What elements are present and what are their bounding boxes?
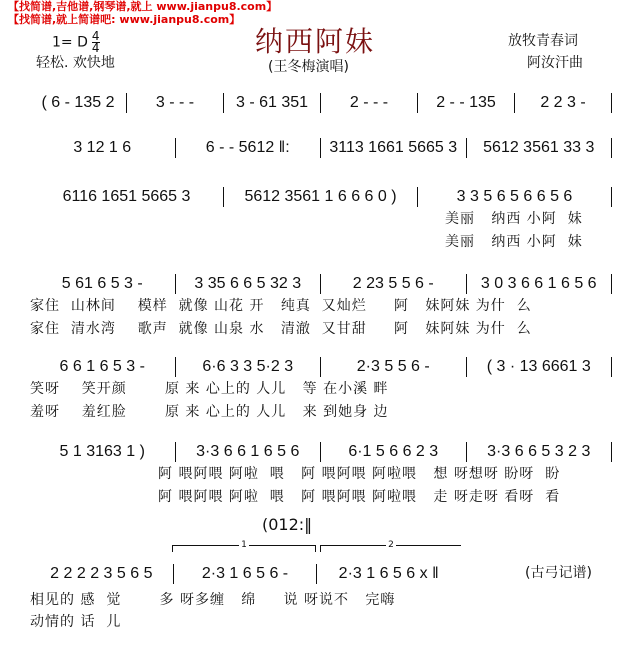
lyrics-row5-verse1: 笑呀 笑开颜 原 来 心上的 人儿 等 在小溪 畔 [30,381,389,397]
notation-row-5 [30,356,612,378]
volta-bracket-2 [320,540,461,552]
measure: 2 - - 135 [436,94,496,111]
lyrics-row6-verse2: 阿 喂阿喂 阿啦 喂 阿 喂阿喂 阿啦喂 走 呀走呀 看呀 看 [158,489,561,505]
time-bottom: 4 [91,41,100,55]
barline [611,357,612,377]
lyrics-row4-verse1: 家住 山林间 模样 就像 山花 开 纯真 又灿烂 阿 妹阿妹 为什 么 [30,298,532,314]
notation-row-7 [30,563,460,585]
measure: 2·3 1 6 5 6 - [201,565,289,582]
volta-2-label: 2 [388,540,394,550]
key-label: 1= D [52,34,88,51]
measure: 3 3 5 6 5 6 6 5 6 [456,188,573,205]
measure: 5 1 3163 1 ) [59,443,145,460]
measure: 3·3 6 6 1 6 5 6 [196,443,300,460]
lyrics-row4-verse2: 家住 清水湾 歌声 就像 山泉 水 清澈 又甘甜 阿 妹阿妹 为什 么 [30,321,532,337]
lyrics-row3-verse1: 美丽 纳西 小阿 妹 [445,211,583,227]
notation-row-2 [30,137,612,159]
measure: 6 - - 5612 ‖: [205,139,290,156]
measure: 2 23 5 5 6 - [352,275,434,292]
measure: 3·3 6 6 5 3 2 3 [487,443,591,460]
measure: 2 - - - [349,94,389,111]
barline [611,274,612,294]
measure: 6 6 1 6 5 3 - [59,358,145,375]
measure: 2 2 3 - [540,94,586,111]
measure: 3 12 1 6 [73,139,132,156]
lyricist-credit: 放牧青春词 [508,33,578,49]
watermark-overlay: 【找简谱,就上简谱吧: www.jianpu8.com】 [8,13,241,26]
measure: 6·6 3 3 5·2 3 [202,358,294,375]
notation-row-1 [30,92,612,114]
tempo-marking: 轻松. 欢快地 [36,55,115,71]
lyrics-row5-verse2: 羞呀 羞红脸 原 来 心上的 人儿 来 到她身 边 [30,404,389,420]
lyrics-row7-verse2: 动情的 话 儿 [30,614,122,630]
song-title: 纳西阿妹 [255,25,376,58]
measure: 3 - 61 351 [235,94,309,111]
composer-credit: 阿汝汗曲 [527,55,583,71]
measure: 5612 3561 33 3 [483,139,595,156]
time-signature [92,31,100,54]
notation-row-6 [30,441,612,463]
singer-credit: (王冬梅演唱) [268,59,349,75]
time-top: 4 [91,29,100,43]
barline [611,187,612,207]
notation-row-4 [30,273,612,295]
barline [611,138,612,158]
measure: 5612 3561 1 6 6 6 0 ) [244,188,397,205]
lyrics-row6-verse1: 阿 喂阿喂 阿啦 喂 阿 喂阿喂 阿啦喂 想 呀想呀 盼呀 盼 [158,466,561,482]
measure: 5 61 6 5 3 - [61,275,143,292]
measure: 6116 1651 5665 3 [62,188,191,205]
barline [611,93,612,113]
measure: 3 0 3 6 6 1 6 5 6 [480,275,597,292]
measure: 2 2 2 2 3 5 6 5 [50,565,153,582]
measure: 3113 1661 5665 3 [329,139,458,156]
measure: 3 - - - [155,94,195,111]
repeat-ending-notes: (012:‖ [262,515,313,534]
measure: 2·3 1 6 5 6 x ‖ [338,565,439,582]
measure: 2·3 5 5 6 - [356,358,430,375]
volta-bracket-1 [172,540,316,552]
measure: 3 35 6 6 5 32 3 [194,275,302,292]
source-note: (古弓记谱) [525,565,592,581]
lyrics-row3-verse2: 美丽 纳西 小阿 妹 [445,234,583,250]
notation-row-3 [30,186,612,208]
lyrics-row7-verse1: 相见的 感 觉 多 呀多缠 绵 说 呀说不 完嗨 [30,592,396,608]
measure: ( 6 - 135 2 [41,94,115,111]
measure: ( 3 · 13 6661 3 [486,358,591,375]
volta-1-label: 1 [241,540,247,550]
barline [611,442,612,462]
measure: 6·1 5 6 6 2 3 [348,443,439,460]
key-signature [52,31,100,54]
watermark-top: 【找简谱,吉他谱,钢琴谱,就上 www.jianpu8.com】 [8,0,278,13]
